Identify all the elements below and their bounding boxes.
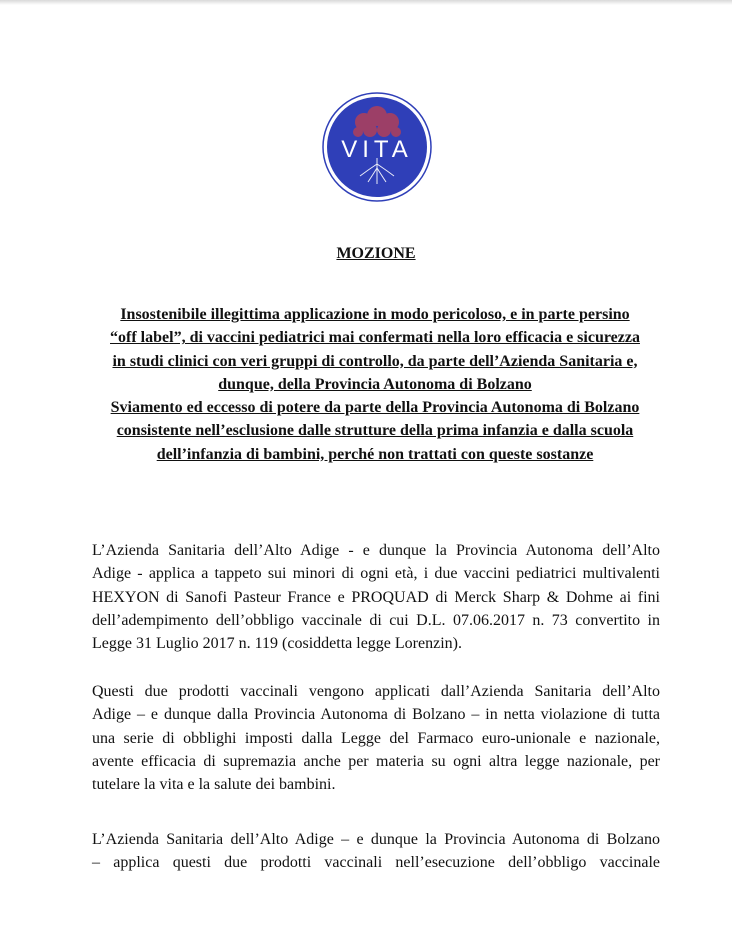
paragraph-line: Adige – e dunque dalla Provincia Autonoma di Bolzano – in netta violazione di tutta bbox=[92, 706, 660, 724]
paragraph-line: L’Azienda Sanitaria dell’Alto Adige – e dunque la Provincia Autonoma di Bolzano bbox=[92, 831, 660, 848]
logo-text: VITA bbox=[341, 136, 413, 163]
paragraph-line: avente efficacia di supremazia anche per materia su ogni altra legge nazionale, per bbox=[92, 752, 660, 770]
paragraph-line: – applica questi due prodotti vaccinali nell’esecuzione dell’obbligo vaccinale bbox=[92, 854, 660, 872]
headline-line: Sviamento ed eccesso di potere da parte della Provincia Autonoma di Bolzano bbox=[110, 399, 640, 417]
headline-line: dell’infanzia di bambini, perché non trattati con queste sostanze bbox=[156, 445, 594, 463]
paragraph-line: L’Azienda Sanitaria dell’Alto Adige - e dunque la Provincia Autonoma dell’Alto bbox=[92, 542, 660, 559]
document-title: MOZIONE bbox=[336, 245, 416, 262]
headline-line: “off label”, di vaccini pediatrici mai confermati nella loro efficacia e sicurezza bbox=[110, 329, 640, 347]
page-top-edge bbox=[0, 0, 732, 5]
headline-line: Insostenibile illegittima applicazione in modo pericoloso, e in parte persino bbox=[120, 306, 630, 323]
headline-line: dunque, della Provincia Autonoma di Bolzano bbox=[218, 375, 532, 393]
headline-line: in studi clinici con veri gruppi di controllo, da parte dell’Azienda Sanitaria e, bbox=[112, 352, 638, 370]
paragraph-3 bbox=[92, 828, 660, 875]
paragraph-1 bbox=[92, 539, 660, 655]
paragraph-line: dell’adempimento dell’obbligo vaccinale di cui D.L. 07.06.2017 n. 73 convertito in bbox=[92, 611, 660, 629]
paragraph-2 bbox=[92, 680, 660, 796]
motion-headline bbox=[90, 303, 660, 466]
headline-line: consistente nell’esclusione dalle strutture della prima infanzia e dalla scuola bbox=[116, 422, 634, 440]
paragraph-line: Legge 31 Luglio 2017 n. 119 (cosiddetta legge Lorenzin). bbox=[92, 635, 462, 653]
paragraph-line: una serie di obblighi imposti dalla Legge del Farmaco euro-unionale e nazionale, bbox=[92, 729, 660, 747]
paragraph-line: HEXYON di Sanofi Pasteur France e PROQUAD di Merck Sharp & Dohme ai fini bbox=[92, 588, 660, 606]
paragraph-line: tutelare la vita e la salute dei bambini. bbox=[92, 776, 336, 794]
paragraph-line: Adige - applica a tappeto sui minori di ogni età, i due vaccini pediatrici multivalenti bbox=[92, 565, 660, 583]
paragraph-line: Questi due prodotti vaccinali vengono applicati dall’Azienda Sanitaria dell’Alto bbox=[92, 683, 660, 700]
